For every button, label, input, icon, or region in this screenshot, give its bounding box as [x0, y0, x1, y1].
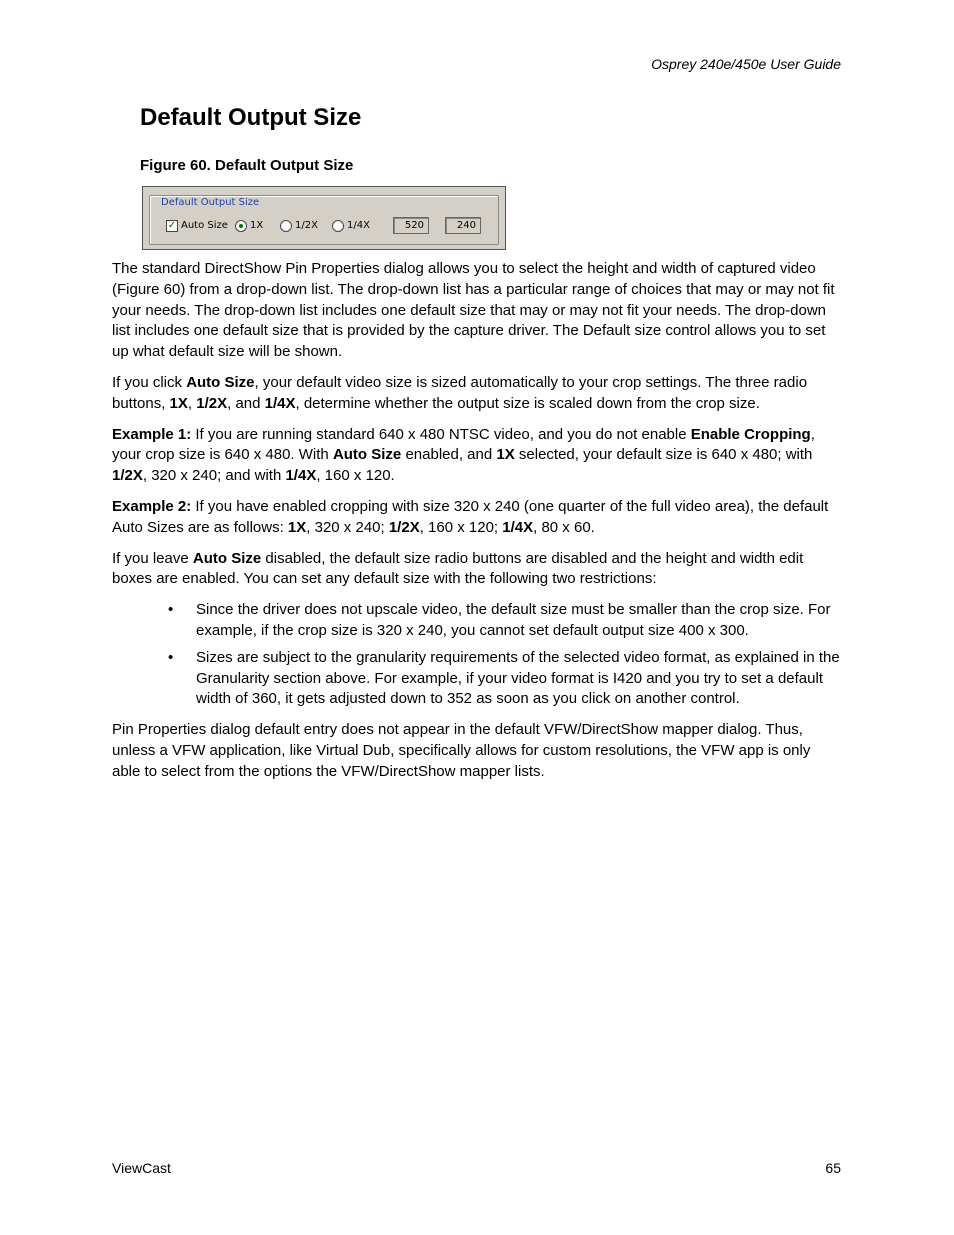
running-header: Osprey 240e/450e User Guide	[651, 56, 841, 72]
radio-unselected-icon	[280, 220, 292, 232]
list-item: • Sizes are subject to the granularity requirements of the selected video format, as explained in the Granularity section above. For example, if your video format is I420 and you try to set a default width of 360, it gets adjusted down to 352 as soon as you click on another control.	[168, 648, 840, 708]
default-output-size-groupbox	[149, 195, 499, 245]
radio-quarter-x[interactable]	[332, 220, 370, 232]
page-number: 65	[825, 1160, 841, 1176]
radio-selected-icon	[235, 220, 247, 232]
radio-quarter-x-label: 1/4X	[347, 220, 370, 231]
radio-half-x-label: 1/2X	[295, 220, 318, 231]
width-edit-field[interactable]: 520	[393, 217, 429, 234]
paragraph-intro: The standard DirectShow Pin Properties dialog allows you to select the height and width of captured video (Figure 60) from a drop-down list. The drop-down list has a particular range of choices that may or may not fit your needs. The drop-down list includes one default size that may or may not fit your needs. The drop-down list includes one default size that is provided by the capture driver. The Default size control allows you to set up what default size will be shown.	[112, 260, 835, 361]
paragraph-vfw-note: Pin Properties dialog default entry does not appear in the default VFW/DirectShow mapper dialog. Thus, unless a VFW application, like Virtual Dub, specifically allows for custom resolutions, the VFW app is only able to select from the options the VFW/DirectShow mapper lists.	[112, 721, 811, 780]
radio-unselected-icon	[332, 220, 344, 232]
footer-company: ViewCast	[112, 1160, 171, 1176]
paragraph-example-2: Example 2: If you have enabled cropping with size 320 x 240 (one quarter of the full video area), the default Auto Sizes are as follows: 1X, 320 x 240; 1/2X, 160 x 120; 1/4X, 80 x 60.	[112, 497, 829, 536]
body-text	[112, 259, 842, 783]
section-title: Default Output Size	[140, 104, 362, 131]
groupbox-label: Default Output Size	[161, 197, 260, 208]
auto-size-checkbox[interactable]	[166, 220, 228, 232]
checkmark-icon: ✓	[167, 220, 177, 231]
figure-caption: Figure 60. Default Output Size	[140, 157, 354, 174]
radio-half-x[interactable]	[280, 220, 318, 232]
paragraph-auto-size: If you click Auto Size, your default video size is sized automatically to your crop settings. The three radio buttons, 1X, 1/2X, and 1/4X, determine whether the output size is scaled down from the crop size.	[112, 373, 808, 412]
restrictions-list	[112, 600, 842, 710]
paragraph-example-1: Example 1: If you are running standard 640 x 480 NTSC video, and you do not enable Enable Cropping, your crop size is 640 x 480. With Auto Size enabled, and 1X selected, your default size is 640 x 480; with 1/2X, 320 x 240; and with 1/4X, 160 x 120.	[112, 425, 815, 485]
auto-size-label: Auto Size	[181, 220, 228, 231]
bullet-icon: •	[168, 648, 174, 666]
list-item: • Since the driver does not upscale video, the default size must be smaller than the crop size. For example, if the crop size is 320 x 240, you cannot set default output size 400 x 300.	[168, 601, 831, 639]
height-edit-field[interactable]: 240	[445, 217, 481, 234]
paragraph-restrictions: If you leave Auto Size disabled, the default size radio buttons are disabled and the height and width edit boxes are enabled. You can set any default size with the following two restrictions:	[112, 549, 804, 588]
radio-1x-label: 1X	[250, 220, 264, 231]
default-output-size-figure	[142, 186, 506, 250]
bullet-icon: •	[168, 601, 174, 619]
radio-1x[interactable]	[235, 220, 263, 232]
